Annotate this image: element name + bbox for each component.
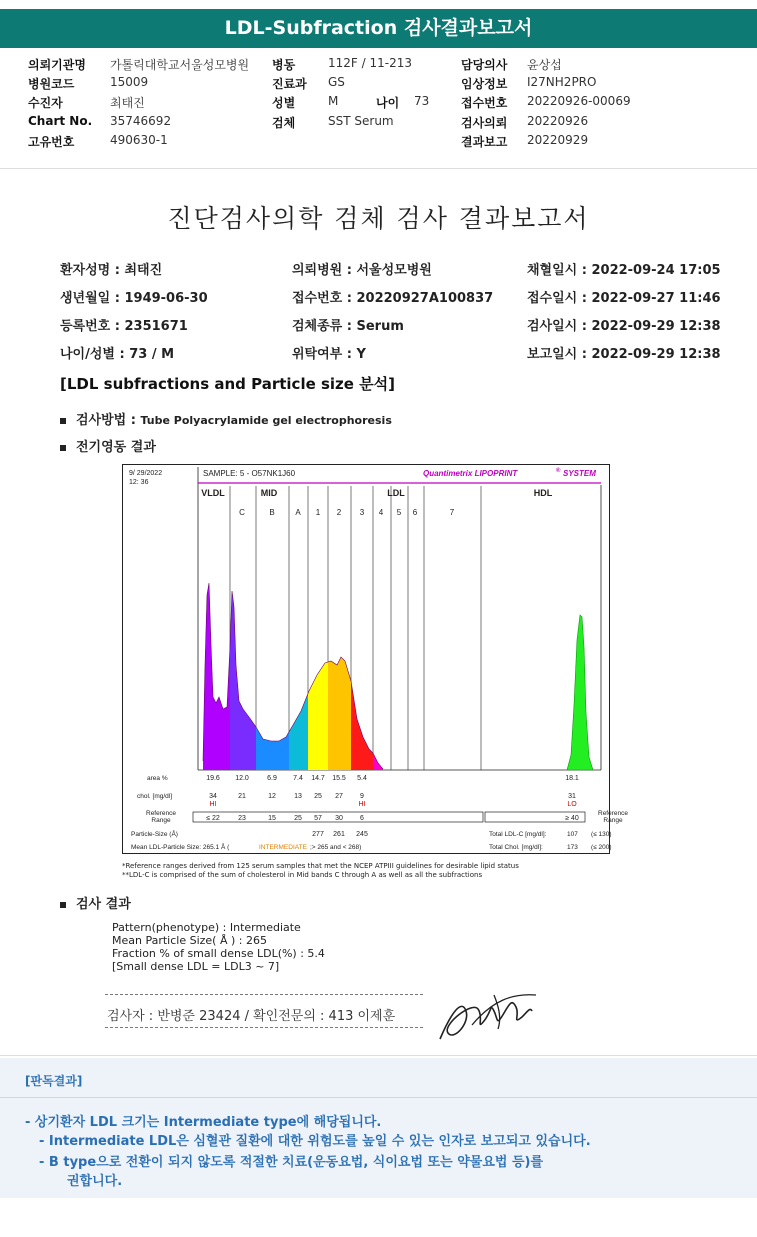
info-value: 20220926 (527, 114, 589, 128)
result-fraction: Fraction % of small dense LDL(%) : 5.4 (112, 947, 325, 960)
total-ldl-label: Total LDL-C [mg/dl]: (489, 831, 547, 838)
ref-right-label-2: Range (603, 817, 623, 824)
chol-row-label: chol. [mg/dl] (137, 793, 173, 800)
flag-value: LO (567, 801, 577, 808)
report-field: 검사일시 : 2022-09-29 12:38 (527, 319, 721, 334)
page-title: LDL-Subfraction 검사결과보고서 (0, 9, 757, 48)
chart-brand-reg: ® (556, 468, 561, 474)
chol-value: 25 (314, 793, 322, 800)
fraction-fill (351, 565, 373, 770)
electro-label: 전기영동 결과 (76, 440, 156, 455)
ldl-note: **LDL-C is comprised of the sum of cholesterol in Mid bands C through A as well as all the subfractions (122, 871, 483, 879)
total-chol-label: Total Chol. [mg/dl]: (489, 844, 543, 851)
info-label: 성별 (272, 96, 296, 110)
info-row (0, 114, 757, 133)
particle-value: 277 (312, 831, 324, 838)
ref-row-label-1: Reference (146, 810, 176, 817)
mean-size-flag: INTERMEDIATE (259, 844, 307, 851)
area-value: 6.9 (267, 775, 277, 782)
info-label: Chart No. (28, 114, 93, 128)
info-row (0, 56, 757, 75)
title-bar (0, 0, 757, 48)
chol-value: 13 (294, 793, 302, 800)
info-label: 병동 (272, 58, 296, 72)
patient-info (0, 56, 757, 151)
info-value: 가톨릭대학교서울성모병원 (110, 58, 250, 72)
area-value: 15.5 (332, 775, 346, 782)
ref-value: 25 (294, 815, 302, 822)
info-value: SST Serum (328, 114, 394, 128)
bullet-icon (60, 418, 66, 424)
interpretation-line-2: - Intermediate LDL은 심혈관 질환에 대한 위험도를 높일 수 있는 인자로 보고되고 있습니다. (39, 1134, 591, 1149)
chol-value: 12 (268, 793, 276, 800)
electrophoresis-svg (123, 465, 628, 855)
band-label: 7 (449, 508, 455, 517)
band-label: 3 (359, 508, 365, 517)
ref-value: ≤ 22 (206, 815, 220, 822)
bullet-icon (60, 902, 66, 908)
chol-value: 31 (568, 793, 576, 800)
total-chol-ref: (≤ 200) (591, 844, 612, 851)
particle-label: Particle-Size (Å) (131, 831, 178, 838)
signature-text: 검사자 : 반병준 23424 / 확인전문의 : 413 이제훈 (107, 1009, 396, 1024)
band-label: A (295, 508, 301, 517)
method-bullet (60, 409, 392, 428)
electro-bullet (60, 436, 156, 455)
interpretation-line-1: - 상기환자 LDL 크기는 Intermediate type에 해당됩니다. (25, 1115, 382, 1130)
info-value: 윤상섭 (527, 58, 562, 72)
result-bullet (60, 893, 131, 912)
info-value: GS (328, 75, 345, 89)
report-field: 보고일시 : 2022-09-29 12:38 (527, 347, 721, 362)
region-label: HDL (533, 488, 553, 498)
result-mean-size: Mean Particle Size( Å ) : 265 (112, 934, 267, 947)
flag-value: HI (209, 801, 217, 808)
info-label: 임상정보 (461, 77, 508, 91)
info-value: I27NH2PRO (527, 75, 597, 89)
area-value: 12.0 (235, 775, 249, 782)
report-field: 위탁여부 : Y (292, 347, 366, 362)
info-label: 결과보고 (461, 135, 508, 149)
signature-divider-top (105, 994, 423, 995)
info-value: 35746692 (110, 114, 172, 128)
interpretation-panel (0, 1058, 757, 1198)
fraction-fill (230, 565, 256, 770)
chart-brand: Quantimetrix LIPOPRINT (423, 469, 518, 478)
fraction-fill (289, 565, 308, 770)
info-value: M (328, 94, 339, 108)
info-label: 수진자 (28, 96, 63, 110)
ref-right-label-1: Reference (598, 810, 628, 817)
age-label: 나이 (376, 96, 400, 110)
info-label: 검사의뢰 (461, 116, 508, 130)
report-field: 의뢰병원 : 서울성모병원 (292, 263, 432, 278)
report-title: 진단검사의학 검체 검사 결과보고서 (167, 204, 590, 233)
info-value: 112F / 11-213 (328, 56, 412, 70)
fraction-fill (198, 565, 230, 770)
particle-value: 245 (356, 831, 368, 838)
band-label: 2 (336, 508, 342, 517)
info-label: 검체 (272, 116, 296, 130)
chart-time: 12: 36 (129, 479, 149, 486)
chol-value: 9 (360, 793, 364, 800)
fraction-fill (328, 565, 351, 770)
info-label: 담당의사 (461, 58, 508, 72)
chol-value: 34 (209, 793, 217, 800)
info-label: 의뢰기관명 (28, 58, 86, 72)
info-label: 접수번호 (461, 96, 508, 110)
interpretation-header (0, 1058, 757, 1098)
band-label: 6 (412, 508, 418, 517)
report-field: 접수일시 : 2022-09-27 11:46 (527, 291, 721, 306)
info-label: 병원코드 (28, 77, 75, 91)
band-label: 1 (315, 508, 321, 517)
age-value: 73 (414, 94, 430, 108)
method-value: Tube Polyacrylamide gel electrophoresis (140, 414, 392, 427)
info-row (0, 75, 757, 94)
region-label: MID (260, 488, 278, 498)
handwritten-signature-icon (432, 981, 542, 1049)
area-value: 14.7 (311, 775, 325, 782)
band-label: C (239, 508, 245, 517)
info-value: 20220929 (527, 133, 589, 147)
chol-value: 27 (335, 793, 343, 800)
section-heading: [LDL subfractions and Particle size 분석] (60, 375, 396, 393)
ref-value: 15 (268, 815, 276, 822)
ref-value: 23 (238, 815, 246, 822)
interpretation-line-4: 권합니다. (67, 1174, 123, 1189)
chart-sample: SAMPLE: 5 - O57NK1J60 (203, 469, 296, 478)
area-value: 5.4 (357, 775, 367, 782)
info-row (0, 94, 757, 113)
info-row (0, 133, 757, 152)
total-ldl-ref: (≤ 130) (591, 831, 612, 838)
fraction-fill (373, 565, 391, 770)
region-label: VLDL (201, 488, 225, 498)
particle-value: 261 (333, 831, 345, 838)
result-block (112, 921, 325, 973)
ref-value: 57 (314, 815, 322, 822)
total-ldl-value: 107 (567, 831, 578, 838)
flag-value: HI (358, 801, 366, 808)
area-value: 19.6 (206, 775, 220, 782)
band-label: 4 (378, 508, 384, 517)
report-field: 등록번호 : 2351671 (60, 319, 188, 334)
ref-value: 30 (335, 815, 343, 822)
report-body (0, 168, 757, 1056)
bullet-icon (60, 445, 66, 451)
info-value: 490630-1 (110, 133, 168, 147)
hdl-peak (567, 615, 593, 770)
info-value: 15009 (110, 75, 149, 89)
report-field: 채혈일시 : 2022-09-24 17:05 (527, 263, 721, 278)
info-label: 진료과 (272, 77, 307, 91)
fraction-fill (308, 565, 328, 770)
band-label: 5 (396, 508, 402, 517)
info-value: 20220926-00069 (527, 94, 631, 108)
fraction-fill (256, 565, 289, 770)
chol-value: 21 (238, 793, 246, 800)
band-label: B (269, 508, 275, 517)
info-label: 고유번호 (28, 135, 75, 149)
region-label: LDL (387, 488, 405, 498)
report-field: 나이/성별 : 73 / M (60, 347, 175, 362)
interpretation-line-3: - B type으로 전환이 되지 않도록 적절한 치료(운동요법, 식이요법 또는 약물요법 등)를 (39, 1155, 544, 1170)
signature-divider-bottom (105, 1027, 423, 1028)
mean-size-label: Mean LDL-Particle Size: 265.1 Å ( (131, 844, 230, 851)
area-value: 18.1 (565, 775, 579, 782)
chart-date: 9/ 29/2022 (129, 470, 163, 477)
electrophoresis-chart (122, 464, 628, 854)
ref-hdl-value: ≥ 40 (565, 815, 579, 822)
info-value: 최태진 (110, 96, 145, 110)
interpretation-heading: [판독결과] (25, 1074, 83, 1088)
mean-size-tail: ;> 265 and < 268) (310, 844, 362, 851)
result-pattern: Pattern(phenotype) : Intermediate (112, 921, 301, 934)
result-label: 검사 결과 (76, 897, 131, 912)
area-value: 7.4 (293, 775, 303, 782)
report-field: 접수번호 : 20220927A100837 (292, 291, 494, 306)
report-field: 생년월일 : 1949-06-30 (60, 291, 208, 306)
ref-value: 6 (360, 815, 364, 822)
report-field: 환자성명 : 최태진 (60, 263, 163, 278)
result-sdldl-def: [Small dense LDL = LDL3 ~ 7] (112, 960, 280, 973)
chart-brand-tail: SYSTEM (563, 469, 596, 478)
ref-row-label-2: Range (151, 817, 171, 824)
reference-note: *Reference ranges derived from 125 serum samples that met the NCEP ATPIII guidelines for desirable lipid status (122, 862, 519, 870)
report-field: 검체종류 : Serum (292, 319, 404, 334)
method-label: 검사방법 : (76, 413, 141, 428)
total-chol-value: 173 (567, 844, 578, 851)
area-row-label: area % (147, 775, 168, 782)
